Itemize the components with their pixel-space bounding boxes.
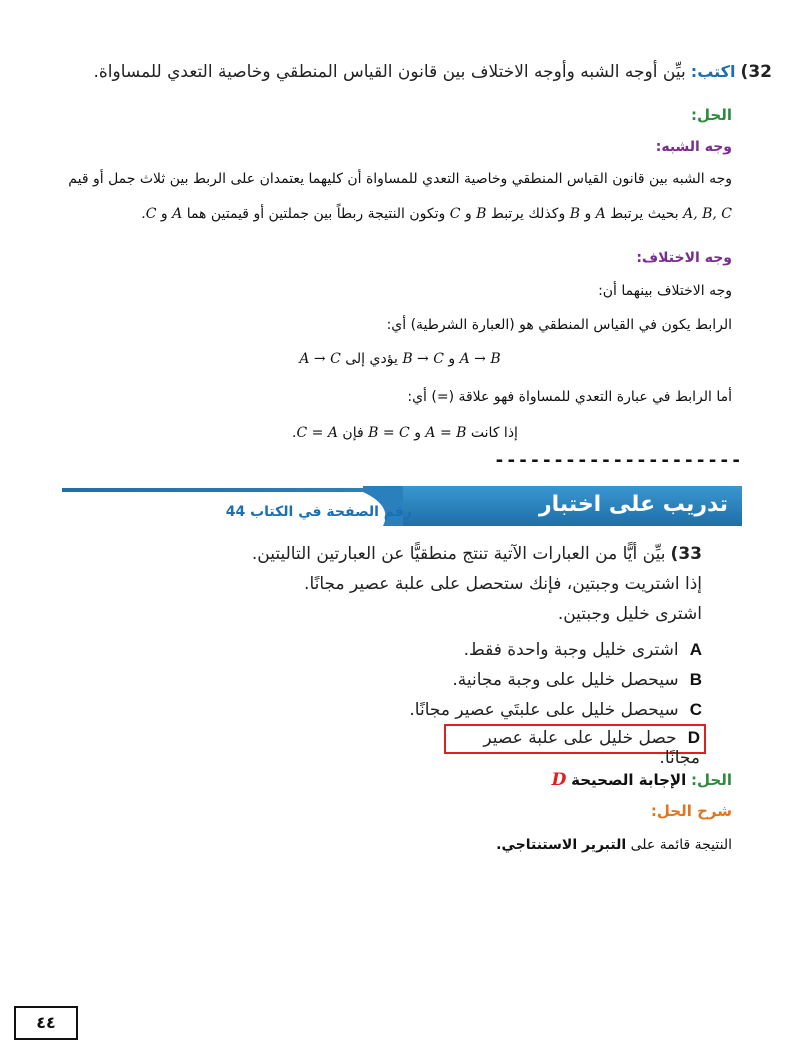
similarity-heading: وجه الشبه: <box>655 139 732 155</box>
var-a: A <box>595 206 606 222</box>
option-text: اشترى خليل وجبة واحدة فقط. <box>463 640 679 660</box>
banner-subtitle: رقم الصفحة في الكتاب 44 <box>225 504 412 520</box>
answer-label: الحل: <box>691 771 732 789</box>
explanation-text-a: النتيجة قائمة على <box>630 837 732 853</box>
option-letter: D <box>687 728 700 747</box>
option-a <box>464 640 702 660</box>
var-b: B <box>476 206 487 222</box>
logic-expr-2: B → C <box>402 351 444 367</box>
solution-label: الحل: <box>691 106 732 124</box>
question-32-text: بيِّن أوجه الشبه وأوجه الاختلاف بين قانون القياس المنطقي وخاصية التعدي للمساواة. <box>93 62 686 82</box>
option-c <box>409 700 702 720</box>
var-a: A <box>172 206 183 222</box>
similarity-line-1: وجه الشبه بين قانون القياس المنطقي وخاصية التعدي للمساواة أن كليهما يعتمدان على الربط بين ثلاث جمل أو قيم <box>68 171 732 187</box>
question-32-number: 32) <box>740 62 772 82</box>
logic-expr-3: A → C <box>299 351 341 367</box>
leads-to-text: يؤدي إلى <box>345 351 398 367</box>
question-33-text: بيِّن أيًّا من العبارات الآتية تنتج منطقيًّا عن العبارتين التاليتين. <box>251 544 666 564</box>
trans-expr-3: .C = A <box>292 425 338 441</box>
question-33 <box>82 544 702 564</box>
var-b: B <box>569 206 580 222</box>
and-word: و <box>584 206 592 222</box>
difference-heading: وجه الاختلاف: <box>636 250 732 266</box>
option-d-highlight <box>444 724 706 768</box>
explanation-text <box>496 834 732 856</box>
answer-text: الإجابة الصحيحة <box>571 771 687 789</box>
banner-title: تدريب على اختبار <box>538 492 728 517</box>
and-word: و <box>160 206 168 222</box>
statement-2: اشترى خليل وجبتين. <box>557 604 702 624</box>
logic-connector-text: الرابط يكون في القياس المنطقي هو (العبارة الشرطية) أي: <box>386 317 732 333</box>
explanation-heading: شرح الحل: <box>650 802 732 820</box>
option-letter: C <box>689 700 702 719</box>
text-segment: بحيث يرتبط <box>610 206 679 222</box>
var-c: C <box>449 206 461 222</box>
then-word: فإن <box>342 425 364 441</box>
option-text: حصل خليل على علبة عصير مجانًا. <box>483 728 700 768</box>
trans-expr-1: A = B <box>425 425 467 441</box>
logic-expression <box>260 348 540 370</box>
text-segment: وتكون النتيجة ربطاً بين جملتين أو قيمتين هما <box>186 206 446 222</box>
option-letter: B <box>689 670 702 689</box>
option-text: سيحصل خليل على علبتَي عصير مجانًا. <box>409 700 679 720</box>
page-number: ٤٤ <box>14 1006 78 1040</box>
transitive-expression <box>255 422 555 444</box>
question-32-label: اكتب: <box>690 62 736 81</box>
similarity-line-2 <box>32 203 732 225</box>
vars-abc: A, B, C <box>683 206 732 222</box>
and-word: و <box>464 206 472 222</box>
answer-line <box>552 770 732 790</box>
question-33-number: 33) <box>670 544 702 564</box>
and-word: و <box>448 351 456 367</box>
option-b <box>452 670 702 690</box>
and-word: و <box>414 425 421 441</box>
statement-1: إذا اشتريت وجبتين، فإنك ستحصل على علبة عصير مجانًا. <box>304 574 702 594</box>
practice-banner <box>62 486 742 526</box>
option-letter: A <box>689 640 702 659</box>
if-word: إذا كانت <box>470 425 518 441</box>
logic-expr-1: A → B <box>459 351 501 367</box>
option-text: سيحصل خليل على وجبة مجانية. <box>452 670 679 690</box>
separator-line: --------------------- <box>494 450 743 471</box>
text-segment: وكذلك يرتبط <box>490 206 566 222</box>
explanation-text-b: التبرير الاستنتاجي. <box>496 837 627 853</box>
var-c-end: C. <box>141 206 157 222</box>
answer-letter: D <box>551 770 567 790</box>
question-32 <box>32 62 772 90</box>
difference-intro: وجه الاختلاف بينهما أن: <box>598 283 732 299</box>
trans-expr-2: B = C <box>368 425 410 441</box>
transitive-text: أما الرابط في عبارة التعدي للمساواة فهو علاقة (=) أي: <box>407 389 732 405</box>
